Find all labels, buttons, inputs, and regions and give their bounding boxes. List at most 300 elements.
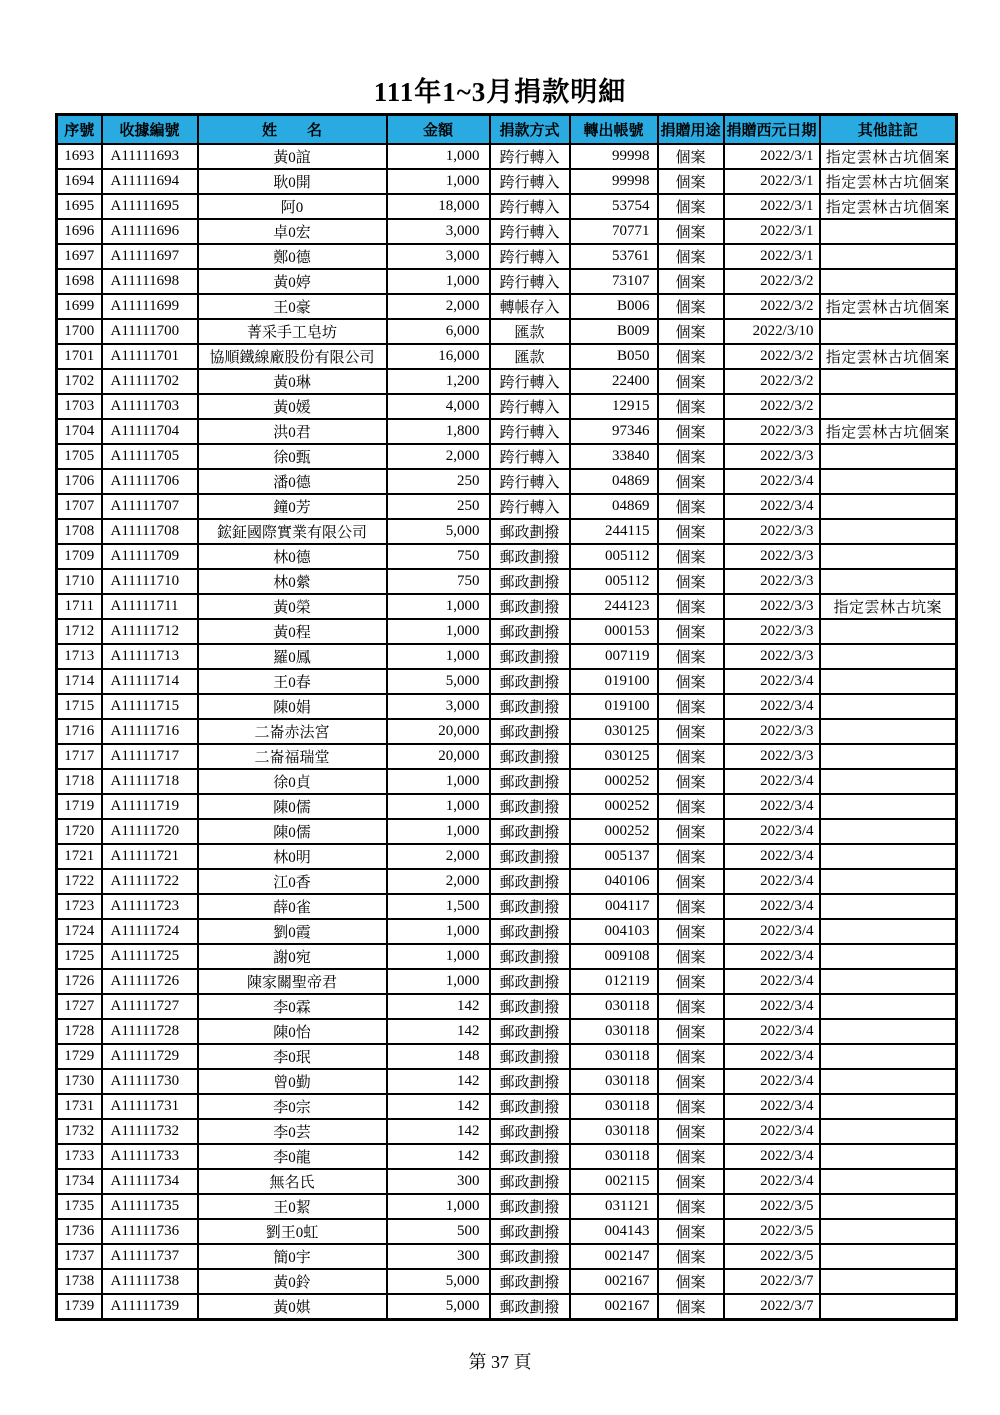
cell-date: 2022/3/3: [724, 519, 820, 544]
cell-method: 郵政劃撥: [490, 1269, 570, 1294]
cell-receipt-no: A11111706: [102, 469, 198, 494]
cell-serial: 1713: [57, 644, 102, 669]
cell-amount: 2,000: [387, 294, 490, 319]
cell-name: 謝0宛: [198, 944, 387, 969]
cell-name: 黃0程: [198, 619, 387, 644]
cell-name: 協順鐵線廠股份有限公司: [198, 344, 387, 369]
cell-name: 黃0鈴: [198, 1269, 387, 1294]
cell-purpose: 個案: [658, 1269, 724, 1294]
cell-note: 指定雲林古坑個案: [820, 344, 957, 369]
table-row: [57, 144, 957, 169]
cell-amount: 4,000: [387, 394, 490, 419]
table-row: [57, 894, 957, 919]
table-row: [57, 619, 957, 644]
cell-method: 郵政劃撥: [490, 869, 570, 894]
cell-serial: 1733: [57, 1144, 102, 1169]
table-row: [57, 169, 957, 194]
cell-note: [820, 1044, 957, 1069]
cell-method: 郵政劃撥: [490, 1119, 570, 1144]
cell-method: 跨行轉入: [490, 244, 570, 269]
cell-method: 郵政劃撥: [490, 719, 570, 744]
cell-purpose: 個案: [658, 469, 724, 494]
cell-serial: 1702: [57, 369, 102, 394]
cell-receipt-no: A11111693: [102, 144, 198, 169]
cell-serial: 1726: [57, 969, 102, 994]
cell-method: 郵政劃撥: [490, 519, 570, 544]
cell-method: 郵政劃撥: [490, 619, 570, 644]
cell-receipt-no: A11111723: [102, 894, 198, 919]
cell-amount: 500: [387, 1219, 490, 1244]
cell-note: [820, 269, 957, 294]
cell-purpose: 個案: [658, 1219, 724, 1244]
cell-method: 郵政劃撥: [490, 794, 570, 819]
cell-date: 2022/3/4: [724, 919, 820, 944]
cell-method: 郵政劃撥: [490, 1069, 570, 1094]
cell-receipt-no: A11111701: [102, 344, 198, 369]
table-row: [57, 594, 957, 619]
cell-amount: 1,000: [387, 969, 490, 994]
cell-account: 030125: [570, 744, 658, 769]
cell-receipt-no: A11111720: [102, 819, 198, 844]
cell-name: 徐0貞: [198, 769, 387, 794]
cell-purpose: 個案: [658, 1019, 724, 1044]
cell-purpose: 個案: [658, 1119, 724, 1144]
cell-account: 030118: [570, 994, 658, 1019]
cell-amount: 148: [387, 1044, 490, 1069]
cell-purpose: 個案: [658, 994, 724, 1019]
cell-account: 030118: [570, 1144, 658, 1169]
table-row: [57, 1144, 957, 1169]
cell-purpose: 個案: [658, 769, 724, 794]
cell-receipt-no: A11111715: [102, 694, 198, 719]
cell-method: 跨行轉入: [490, 469, 570, 494]
cell-purpose: 個案: [658, 894, 724, 919]
table-row: [57, 494, 957, 519]
cell-amount: 2,000: [387, 444, 490, 469]
cell-serial: 1735: [57, 1194, 102, 1219]
cell-receipt-no: A11111710: [102, 569, 198, 594]
cell-method: 郵政劃撥: [490, 1044, 570, 1069]
cell-receipt-no: A11111712: [102, 619, 198, 644]
cell-account: 005112: [570, 544, 658, 569]
cell-receipt-no: A11111732: [102, 1119, 198, 1144]
cell-receipt-no: A11111737: [102, 1244, 198, 1269]
cell-name: 林0明: [198, 844, 387, 869]
cell-note: [820, 1269, 957, 1294]
cell-serial: 1704: [57, 419, 102, 444]
cell-name: 羅0鳳: [198, 644, 387, 669]
cell-name: 曾0勤: [198, 1069, 387, 1094]
cell-date: 2022/3/3: [724, 644, 820, 669]
cell-amount: 1,000: [387, 169, 490, 194]
table-row: [57, 419, 957, 444]
cell-account: 99998: [570, 144, 658, 169]
cell-account: 007119: [570, 644, 658, 669]
cell-serial: 1707: [57, 494, 102, 519]
cell-date: 2022/3/4: [724, 819, 820, 844]
cell-purpose: 個案: [658, 519, 724, 544]
table-row: [57, 769, 957, 794]
cell-method: 郵政劃撥: [490, 819, 570, 844]
cell-amount: 5,000: [387, 1269, 490, 1294]
cell-serial: 1710: [57, 569, 102, 594]
cell-method: 轉帳存入: [490, 294, 570, 319]
cell-receipt-no: A11111724: [102, 919, 198, 944]
cell-serial: 1705: [57, 444, 102, 469]
table-row: [57, 694, 957, 719]
cell-date: 2022/3/1: [724, 219, 820, 244]
cell-account: 244115: [570, 519, 658, 544]
cell-amount: 142: [387, 1144, 490, 1169]
cell-name: 徐0甄: [198, 444, 387, 469]
cell-account: 99998: [570, 169, 658, 194]
cell-name: 黃0榮: [198, 594, 387, 619]
cell-name: 二崙福瑞堂: [198, 744, 387, 769]
cell-serial: 1700: [57, 319, 102, 344]
cell-serial: 1716: [57, 719, 102, 744]
cell-name: 洪0君: [198, 419, 387, 444]
cell-account: 12915: [570, 394, 658, 419]
cell-purpose: 個案: [658, 294, 724, 319]
cell-purpose: 個案: [658, 394, 724, 419]
cell-amount: 18,000: [387, 194, 490, 219]
cell-purpose: 個案: [658, 944, 724, 969]
cell-note: [820, 744, 957, 769]
cell-name: 鐘0芳: [198, 494, 387, 519]
cell-method: 跨行轉入: [490, 194, 570, 219]
table-row: [57, 1094, 957, 1119]
cell-amount: 1,000: [387, 144, 490, 169]
cell-serial: 1724: [57, 919, 102, 944]
cell-amount: 5,000: [387, 1294, 490, 1320]
cell-date: 2022/3/4: [724, 894, 820, 919]
cell-serial: 1738: [57, 1269, 102, 1294]
cell-receipt-no: A11111739: [102, 1294, 198, 1320]
cell-serial: 1706: [57, 469, 102, 494]
cell-purpose: 個案: [658, 869, 724, 894]
cell-name: 耿0開: [198, 169, 387, 194]
cell-date: 2022/3/2: [724, 394, 820, 419]
cell-method: 跨行轉入: [490, 394, 570, 419]
cell-note: 指定雲林古坑個案: [820, 169, 957, 194]
cell-serial: 1720: [57, 819, 102, 844]
cell-receipt-no: A11111713: [102, 644, 198, 669]
cell-account: 012119: [570, 969, 658, 994]
cell-method: 跨行轉入: [490, 144, 570, 169]
cell-date: 2022/3/3: [724, 594, 820, 619]
cell-serial: 1731: [57, 1094, 102, 1119]
cell-date: 2022/3/2: [724, 344, 820, 369]
table-row: [57, 244, 957, 269]
cell-purpose: 個案: [658, 1194, 724, 1219]
cell-date: 2022/3/4: [724, 1119, 820, 1144]
cell-account: 030118: [570, 1044, 658, 1069]
cell-receipt-no: A11111695: [102, 194, 198, 219]
cell-method: 跨行轉入: [490, 494, 570, 519]
cell-note: [820, 869, 957, 894]
cell-note: [820, 1069, 957, 1094]
cell-note: [820, 994, 957, 1019]
cell-amount: 250: [387, 494, 490, 519]
cell-serial: 1732: [57, 1119, 102, 1144]
cell-note: [820, 494, 957, 519]
cell-receipt-no: A11111736: [102, 1219, 198, 1244]
cell-receipt-no: A11111731: [102, 1094, 198, 1119]
cell-account: 002115: [570, 1169, 658, 1194]
table-row: [57, 1269, 957, 1294]
cell-purpose: 個案: [658, 594, 724, 619]
cell-account: 04869: [570, 494, 658, 519]
cell-account: 004143: [570, 1219, 658, 1244]
cell-receipt-no: A11111699: [102, 294, 198, 319]
table-row: [57, 1069, 957, 1094]
cell-name: 黃0誼: [198, 144, 387, 169]
cell-amount: 2,000: [387, 844, 490, 869]
table-row: [57, 519, 957, 544]
cell-amount: 5,000: [387, 519, 490, 544]
header-method: 捐款方式: [490, 115, 570, 145]
cell-purpose: 個案: [658, 319, 724, 344]
cell-date: 2022/3/4: [724, 1094, 820, 1119]
cell-receipt-no: A11111722: [102, 869, 198, 894]
table-row: [57, 969, 957, 994]
cell-name: 卓0宏: [198, 219, 387, 244]
cell-purpose: 個案: [658, 719, 724, 744]
cell-serial: 1722: [57, 869, 102, 894]
cell-method: 跨行轉入: [490, 269, 570, 294]
cell-serial: 1737: [57, 1244, 102, 1269]
table-row: [57, 469, 957, 494]
cell-purpose: 個案: [658, 644, 724, 669]
cell-name: 陳0儒: [198, 794, 387, 819]
cell-serial: 1698: [57, 269, 102, 294]
cell-method: 郵政劃撥: [490, 644, 570, 669]
table-row: [57, 1119, 957, 1144]
cell-purpose: 個案: [658, 569, 724, 594]
cell-note: [820, 919, 957, 944]
cell-note: [820, 569, 957, 594]
cell-account: 040106: [570, 869, 658, 894]
cell-method: 郵政劃撥: [490, 969, 570, 994]
cell-receipt-no: A11111707: [102, 494, 198, 519]
table-row: [57, 1169, 957, 1194]
table-row: [57, 444, 957, 469]
cell-date: 2022/3/2: [724, 269, 820, 294]
cell-note: [820, 544, 957, 569]
donation-table-body: [57, 144, 957, 1320]
cell-date: 2022/3/4: [724, 469, 820, 494]
cell-serial: 1708: [57, 519, 102, 544]
cell-receipt-no: A11111729: [102, 1044, 198, 1069]
table-row: [57, 394, 957, 419]
header-date: 捐贈西元日期: [724, 115, 820, 145]
table-row: [57, 1194, 957, 1219]
cell-purpose: 個案: [658, 1069, 724, 1094]
cell-serial: 1734: [57, 1169, 102, 1194]
cell-amount: 1,000: [387, 769, 490, 794]
cell-account: 97346: [570, 419, 658, 444]
cell-date: 2022/3/3: [724, 444, 820, 469]
cell-purpose: 個案: [658, 169, 724, 194]
cell-account: 002167: [570, 1294, 658, 1320]
cell-purpose: 個案: [658, 744, 724, 769]
cell-purpose: 個案: [658, 369, 724, 394]
cell-receipt-no: A11111717: [102, 744, 198, 769]
cell-note: 指定雲林古坑個案: [820, 419, 957, 444]
cell-purpose: 個案: [658, 194, 724, 219]
cell-account: 019100: [570, 669, 658, 694]
cell-name: 李0珉: [198, 1044, 387, 1069]
cell-name: 李0龍: [198, 1144, 387, 1169]
cell-name: 李0宗: [198, 1094, 387, 1119]
cell-account: B050: [570, 344, 658, 369]
cell-amount: 300: [387, 1244, 490, 1269]
cell-note: 指定雲林古坑個案: [820, 144, 957, 169]
cell-note: [820, 319, 957, 344]
cell-name: 菁采手工皂坊: [198, 319, 387, 344]
cell-purpose: 個案: [658, 219, 724, 244]
cell-method: 郵政劃撥: [490, 769, 570, 794]
cell-purpose: 個案: [658, 694, 724, 719]
cell-serial: 1727: [57, 994, 102, 1019]
cell-name: 陳0儒: [198, 819, 387, 844]
cell-note: [820, 1219, 957, 1244]
cell-account: 030118: [570, 1094, 658, 1119]
cell-date: 2022/3/1: [724, 144, 820, 169]
table-row: [57, 194, 957, 219]
cell-date: 2022/3/4: [724, 944, 820, 969]
cell-method: 郵政劃撥: [490, 1244, 570, 1269]
cell-amount: 2,000: [387, 869, 490, 894]
cell-note: [820, 669, 957, 694]
cell-name: 劉0霞: [198, 919, 387, 944]
cell-account: 005112: [570, 569, 658, 594]
cell-serial: 1712: [57, 619, 102, 644]
cell-date: 2022/3/5: [724, 1219, 820, 1244]
cell-note: [820, 469, 957, 494]
cell-date: 2022/3/3: [724, 419, 820, 444]
cell-receipt-no: A11111694: [102, 169, 198, 194]
cell-account: 53761: [570, 244, 658, 269]
cell-note: [820, 944, 957, 969]
cell-purpose: 個案: [658, 494, 724, 519]
table-row: [57, 819, 957, 844]
cell-date: 2022/3/4: [724, 794, 820, 819]
table-row: [57, 269, 957, 294]
cell-receipt-no: A11111698: [102, 269, 198, 294]
cell-name: 鋐鉦國際實業有限公司: [198, 519, 387, 544]
header-amount: 金額: [387, 115, 490, 145]
cell-purpose: 個案: [658, 819, 724, 844]
cell-receipt-no: A11111705: [102, 444, 198, 469]
cell-amount: 1,000: [387, 644, 490, 669]
page-number: 第 37 頁: [468, 1352, 532, 1372]
cell-method: 郵政劃撥: [490, 669, 570, 694]
cell-receipt-no: A11111714: [102, 669, 198, 694]
cell-date: 2022/3/1: [724, 169, 820, 194]
cell-purpose: 個案: [658, 1094, 724, 1119]
cell-note: [820, 444, 957, 469]
cell-method: 郵政劃撥: [490, 944, 570, 969]
cell-note: [820, 1019, 957, 1044]
cell-date: 2022/3/4: [724, 969, 820, 994]
cell-account: 009108: [570, 944, 658, 969]
cell-receipt-no: A11111733: [102, 1144, 198, 1169]
cell-date: 2022/3/4: [724, 1019, 820, 1044]
header-account: 轉出帳號: [570, 115, 658, 145]
cell-amount: 300: [387, 1169, 490, 1194]
cell-account: 000252: [570, 819, 658, 844]
cell-account: 030125: [570, 719, 658, 744]
cell-note: [820, 644, 957, 669]
table-row: [57, 944, 957, 969]
cell-serial: 1729: [57, 1044, 102, 1069]
cell-date: 2022/3/2: [724, 294, 820, 319]
cell-serial: 1714: [57, 669, 102, 694]
cell-name: 鄭0德: [198, 244, 387, 269]
cell-purpose: 個案: [658, 1169, 724, 1194]
cell-receipt-no: A11111718: [102, 769, 198, 794]
cell-receipt-no: A11111719: [102, 794, 198, 819]
cell-date: 2022/3/3: [724, 719, 820, 744]
cell-account: 000252: [570, 769, 658, 794]
cell-date: 2022/3/4: [724, 844, 820, 869]
cell-serial: 1736: [57, 1219, 102, 1244]
cell-serial: 1694: [57, 169, 102, 194]
cell-receipt-no: A11111702: [102, 369, 198, 394]
cell-amount: 1,800: [387, 419, 490, 444]
cell-note: [820, 1244, 957, 1269]
table-row: [57, 669, 957, 694]
cell-purpose: 個案: [658, 419, 724, 444]
cell-name: 陳0怡: [198, 1019, 387, 1044]
cell-date: 2022/3/4: [724, 669, 820, 694]
cell-date: 2022/3/4: [724, 1044, 820, 1069]
cell-account: 244123: [570, 594, 658, 619]
cell-method: 郵政劃撥: [490, 1169, 570, 1194]
table-row: [57, 319, 957, 344]
cell-name: 薛0雀: [198, 894, 387, 919]
cell-date: 2022/3/4: [724, 1144, 820, 1169]
cell-receipt-no: A11111730: [102, 1069, 198, 1094]
table-row: [57, 569, 957, 594]
cell-account: 004117: [570, 894, 658, 919]
cell-amount: 750: [387, 569, 490, 594]
cell-account: 002147: [570, 1244, 658, 1269]
cell-amount: 142: [387, 1094, 490, 1119]
cell-account: B006: [570, 294, 658, 319]
table-row: [57, 919, 957, 944]
cell-name: 林0德: [198, 544, 387, 569]
cell-serial: 1721: [57, 844, 102, 869]
header-serial: 序號: [57, 115, 102, 145]
cell-receipt-no: A11111711: [102, 594, 198, 619]
cell-amount: 1,000: [387, 819, 490, 844]
cell-date: 2022/3/3: [724, 619, 820, 644]
cell-serial: 1739: [57, 1294, 102, 1320]
cell-serial: 1703: [57, 394, 102, 419]
cell-note: [820, 719, 957, 744]
cell-name: 江0香: [198, 869, 387, 894]
cell-method: 郵政劃撥: [490, 594, 570, 619]
header-name: 姓 名: [198, 115, 387, 145]
cell-name: 林0縈: [198, 569, 387, 594]
cell-serial: 1697: [57, 244, 102, 269]
cell-note: [820, 1094, 957, 1119]
cell-purpose: 個案: [658, 444, 724, 469]
cell-receipt-no: A11111709: [102, 544, 198, 569]
page-title: 111年1~3月捐款明細: [373, 77, 627, 107]
